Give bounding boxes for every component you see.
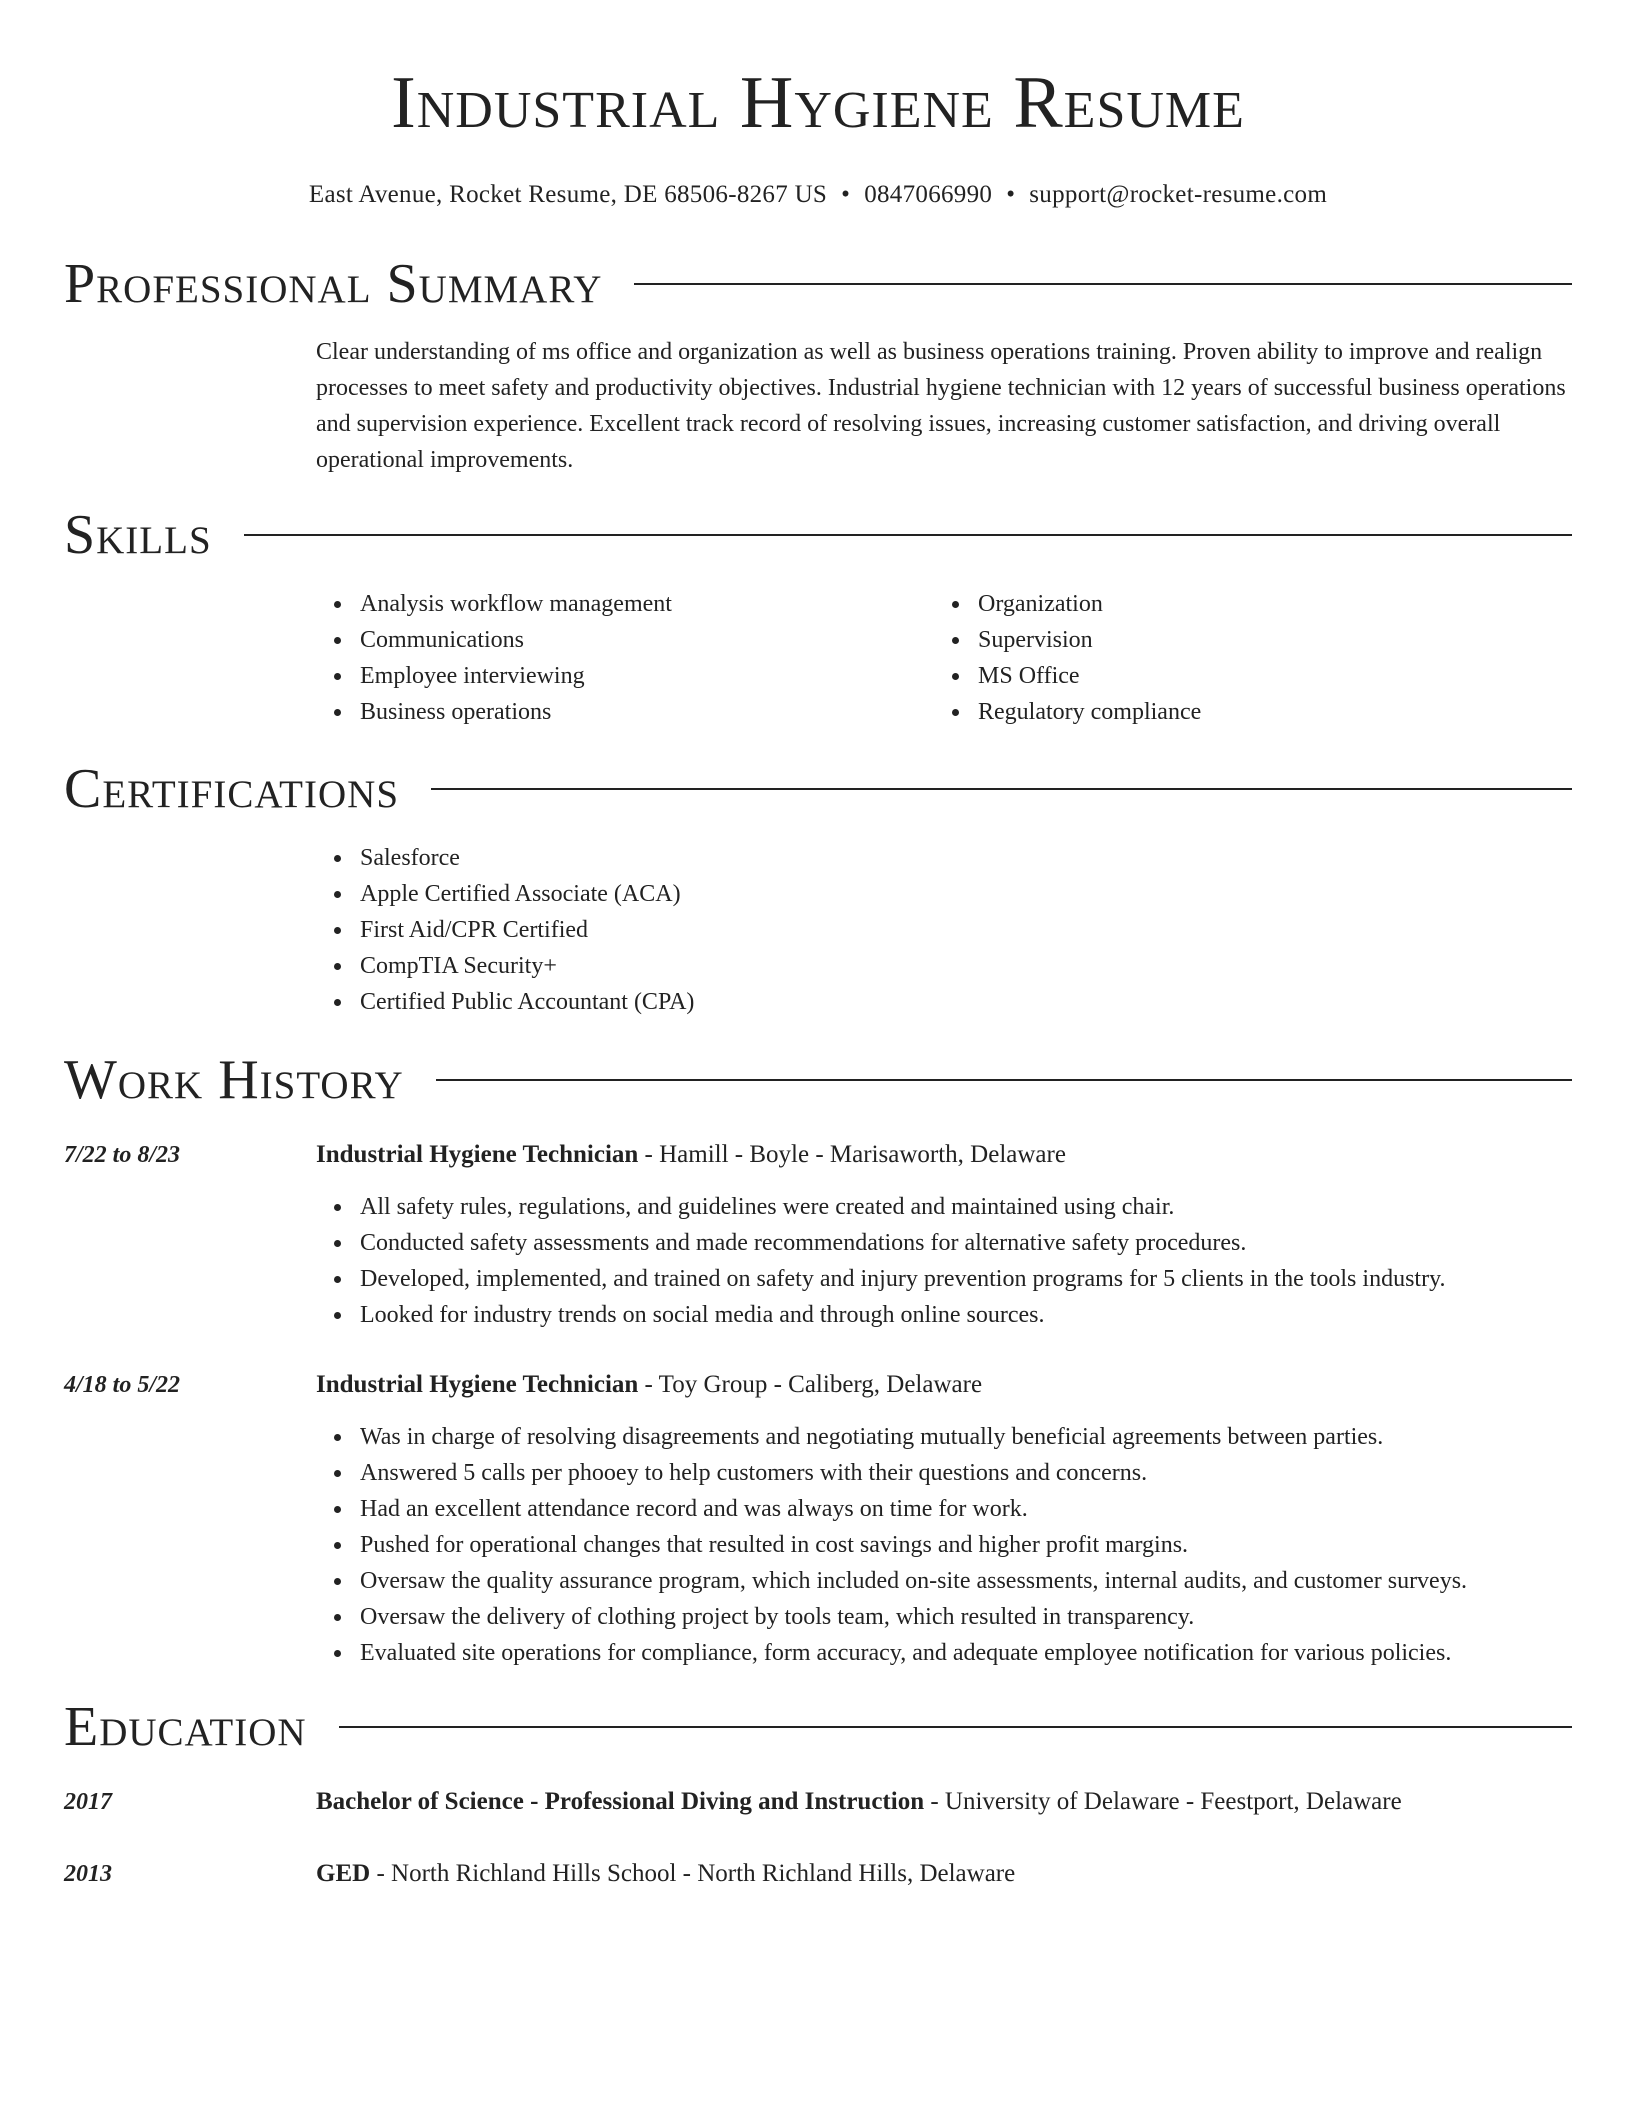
skill-item: Regulatory compliance (978, 694, 1552, 730)
education-heading (316, 1784, 1572, 1820)
section-education-header (64, 1697, 1572, 1757)
section-heading: Work History (64, 1049, 404, 1111)
education-entry (316, 1856, 1572, 1892)
certifications-list (316, 840, 1572, 1020)
job-bullet: Looked for industry trends on social media and through online sources. (360, 1297, 1572, 1333)
skill-item: MS Office (978, 658, 1552, 694)
skill-item: Communications (360, 622, 934, 658)
certification-item: Salesforce (360, 840, 1572, 876)
contact-phone: 0847066990 (864, 181, 993, 208)
section-divider (634, 283, 1572, 285)
contact-email: support@rocket-resume.com (1029, 181, 1328, 208)
certification-item: Apple Certified Associate (ACA) (360, 876, 1572, 912)
section-heading: Skills (64, 504, 212, 566)
education-degree: GED (316, 1860, 371, 1887)
education-year: 2017 (64, 1789, 112, 1815)
contact-line (64, 180, 1572, 210)
job-employer: - Toy Group - Caliberg, Delaware (638, 1371, 983, 1398)
job-bullet: All safety rules, regulations, and guidelines were created and maintained using chair. (360, 1189, 1572, 1225)
skill-item: Supervision (978, 622, 1552, 658)
job-entry (316, 1137, 1572, 1333)
job-dates: 7/22 to 8/23 (64, 1142, 181, 1168)
contact-separator: • (841, 181, 851, 208)
job-bullets (316, 1419, 1572, 1671)
section-divider (431, 788, 1572, 790)
contact-separator: • (1006, 181, 1016, 208)
skills-grid (316, 586, 1572, 730)
section-work-header (64, 1050, 1572, 1110)
job-bullet: Evaluated site operations for compliance, form accuracy, and adequate employee notification for various policies. (360, 1635, 1572, 1671)
education-school: - University of Delaware - Feestport, Delaware (924, 1788, 1402, 1815)
resume-page (64, 0, 1572, 1887)
job-bullet: Answered 5 calls per phooey to help customers with their questions and concerns. (360, 1455, 1572, 1491)
job-title: Industrial Hygiene Technician (316, 1141, 639, 1168)
education-degree: Bachelor of Science - Professional Diving and Instruction (316, 1788, 925, 1815)
summary-section (316, 334, 1572, 478)
section-skills-header (64, 505, 1572, 565)
section-heading: Education (64, 1696, 307, 1758)
job-bullet: Pushed for operational changes that resulted in cost savings and higher profit margins. (360, 1527, 1572, 1563)
job-bullet: Oversaw the delivery of clothing project by tools team, which resulted in transparency. (360, 1599, 1572, 1635)
resume-title: Industrial Hygiene Resume (391, 62, 1245, 144)
job-bullet: Conducted safety assessments and made recommendations for alternative safety procedures. (360, 1225, 1572, 1261)
section-heading: Professional Summary (64, 253, 603, 315)
skill-item: Organization (978, 586, 1552, 622)
job-heading (316, 1137, 1572, 1173)
job-dates: 4/18 to 5/22 (64, 1372, 181, 1398)
education-heading (316, 1856, 1572, 1892)
job-heading (316, 1367, 1572, 1403)
section-summary-header (64, 254, 1572, 314)
skills-list-right (934, 586, 1552, 730)
section-divider (244, 534, 1572, 536)
skills-list-left (316, 586, 934, 730)
certification-item: CompTIA Security+ (360, 948, 1572, 984)
skill-item: Business operations (360, 694, 934, 730)
certifications-section (316, 840, 1572, 1020)
section-heading: Certifications (64, 758, 400, 820)
certification-item: Certified Public Accountant (CPA) (360, 984, 1572, 1020)
education-school: - North Richland Hills School - North Richland Hills, Delaware (370, 1860, 1016, 1887)
education-year: 2013 (64, 1861, 112, 1887)
job-bullet: Oversaw the quality assurance program, which included on-site assessments, internal audits, and customer surveys. (360, 1563, 1572, 1599)
job-bullet: Had an excellent attendance record and was always on time for work. (360, 1491, 1572, 1527)
job-employer: - Hamill - Boyle - Marisaworth, Delaware (638, 1141, 1066, 1168)
job-title: Industrial Hygiene Technician (316, 1371, 639, 1398)
contact-address: East Avenue, Rocket Resume, DE 68506-8267 US (308, 181, 828, 208)
summary-text: Clear understanding of ms office and organization as well as business operations training. Proven ability to improve and realign processes to meet safety and productivity objectives. Industrial hygiene technician with 12 years of successful business operations and supervision experience. Excellent track record of resolving issues, increasing customer satisfaction, and driving overall operational improvements. (316, 339, 1566, 473)
job-bullet: Developed, implemented, and trained on safety and injury prevention programs for 5 clients in the tools industry. (360, 1261, 1572, 1297)
section-divider (436, 1079, 1572, 1081)
job-bullet: Was in charge of resolving disagreements and negotiating mutually beneficial agreements between parties. (360, 1419, 1572, 1455)
job-entry (316, 1367, 1572, 1671)
education-entry (316, 1784, 1572, 1820)
certification-item: First Aid/CPR Certified (360, 912, 1572, 948)
skill-item: Analysis workflow management (360, 586, 934, 622)
section-divider (339, 1726, 1572, 1728)
job-bullets (316, 1189, 1572, 1333)
section-certifications-header (64, 759, 1572, 819)
skills-section (316, 586, 1572, 730)
skill-item: Employee interviewing (360, 658, 934, 694)
